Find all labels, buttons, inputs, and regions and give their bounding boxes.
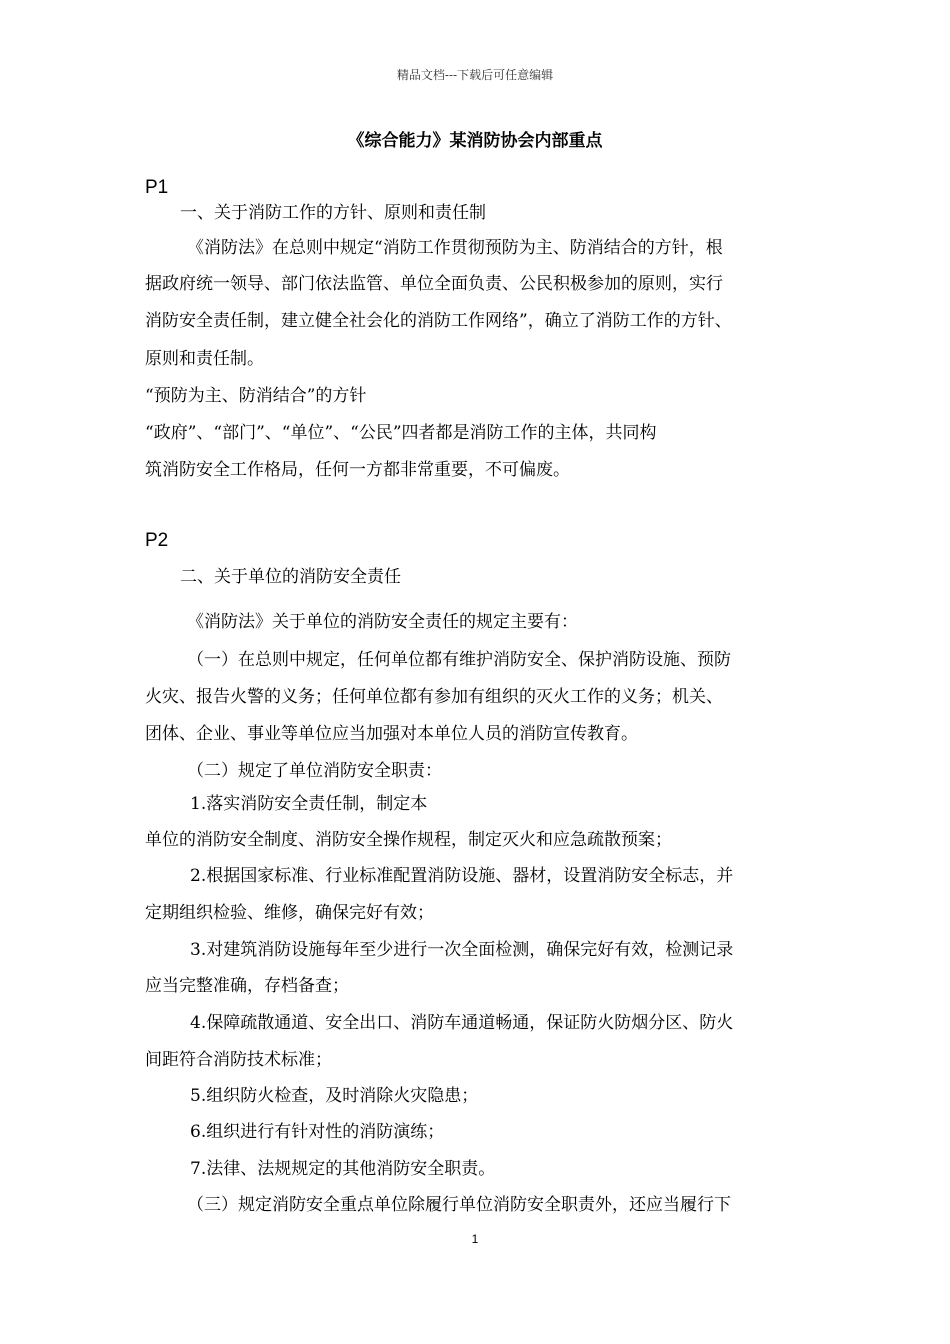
paragraph-line: （三）规定消防安全重点单位除履行单位消防安全职责外，还应当履行下 bbox=[187, 1195, 731, 1215]
paragraph-line: 原则和责任制。 bbox=[145, 349, 264, 369]
list-item: 应当完整准确，存档备查； bbox=[145, 976, 349, 996]
section-label-p2: P2 bbox=[145, 530, 169, 551]
list-item: 7.法律、法规规定的其他消防安全职责。 bbox=[190, 1159, 496, 1179]
page-header: 精品文档---下载后可任意编辑 bbox=[396, 68, 554, 82]
list-item: 3.对建筑消防设施每年至少进行一次全面检测，确保完好有效，检测记录 bbox=[190, 940, 734, 960]
document-title: 《综合能力》某消防协会内部重点 bbox=[347, 131, 603, 151]
paragraph-line: 《消防法》关于单位的消防安全责任的规定主要有： bbox=[187, 612, 578, 632]
paragraph-line: 团体、企业、事业等单位应当加强对本单位人员的消防宣传教育。 bbox=[145, 724, 638, 744]
section-heading-2: 二、关于单位的消防安全责任 bbox=[180, 567, 401, 587]
section-heading-1: 一、关于消防工作的方针、原则和责任制 bbox=[180, 203, 486, 223]
paragraph-line: 筑消防安全工作格局，任何一方都非常重要，不可偏废。 bbox=[145, 460, 570, 480]
paragraph-line: 据政府统一领导、部门依法监管、单位全面负责、公民积极参加的原则，实行 bbox=[145, 274, 723, 294]
list-item: 定期组织检验、维修，确保完好有效； bbox=[145, 903, 434, 923]
paragraph-line: 火灾、报告火警的义务；任何单位都有参加有组织的灭火工作的义务；机关、 bbox=[145, 687, 723, 707]
list-item: 2.根据国家标准、行业标准配置消防设施、器材，设置消防安全标志，并 bbox=[190, 866, 734, 886]
list-item: 6.组织进行有针对性的消防演练； bbox=[190, 1122, 445, 1142]
list-item: 1.落实消防安全责任制，制定本 bbox=[190, 794, 428, 814]
paragraph-line: “政府”、“部门”、“单位”、“公民”四者都是消防工作的主体，共同构 bbox=[145, 423, 657, 443]
page-number: 1 bbox=[471, 1232, 479, 1246]
paragraph-line: （一）在总则中规定，任何单位都有维护消防安全、保护消防设施、预防 bbox=[187, 650, 731, 670]
paragraph-line: （二）规定了单位消防安全职责： bbox=[187, 761, 442, 781]
section-label-p1: P1 bbox=[145, 177, 169, 198]
policy-line: “预防为主、防消结合”的方针 bbox=[145, 386, 367, 406]
list-item: 间距符合消防技术标准； bbox=[145, 1050, 332, 1070]
list-item: 4.保障疏散通道、安全出口、消防车通道畅通，保证防火防烟分区、防火 bbox=[190, 1013, 734, 1033]
paragraph-line: 《消防法》在总则中规定“消防工作贯彻预防为主、防消结合的方针，根 bbox=[187, 238, 723, 258]
list-item: 单位的消防安全制度、消防安全操作规程，制定灭火和应急疏散预案； bbox=[145, 830, 672, 850]
list-item: 5.组织防火检查，及时消除火灾隐患； bbox=[190, 1086, 479, 1106]
paragraph-line: 消防安全责任制，建立健全社会化的消防工作网络”，确立了消防工作的方针、 bbox=[145, 311, 732, 331]
